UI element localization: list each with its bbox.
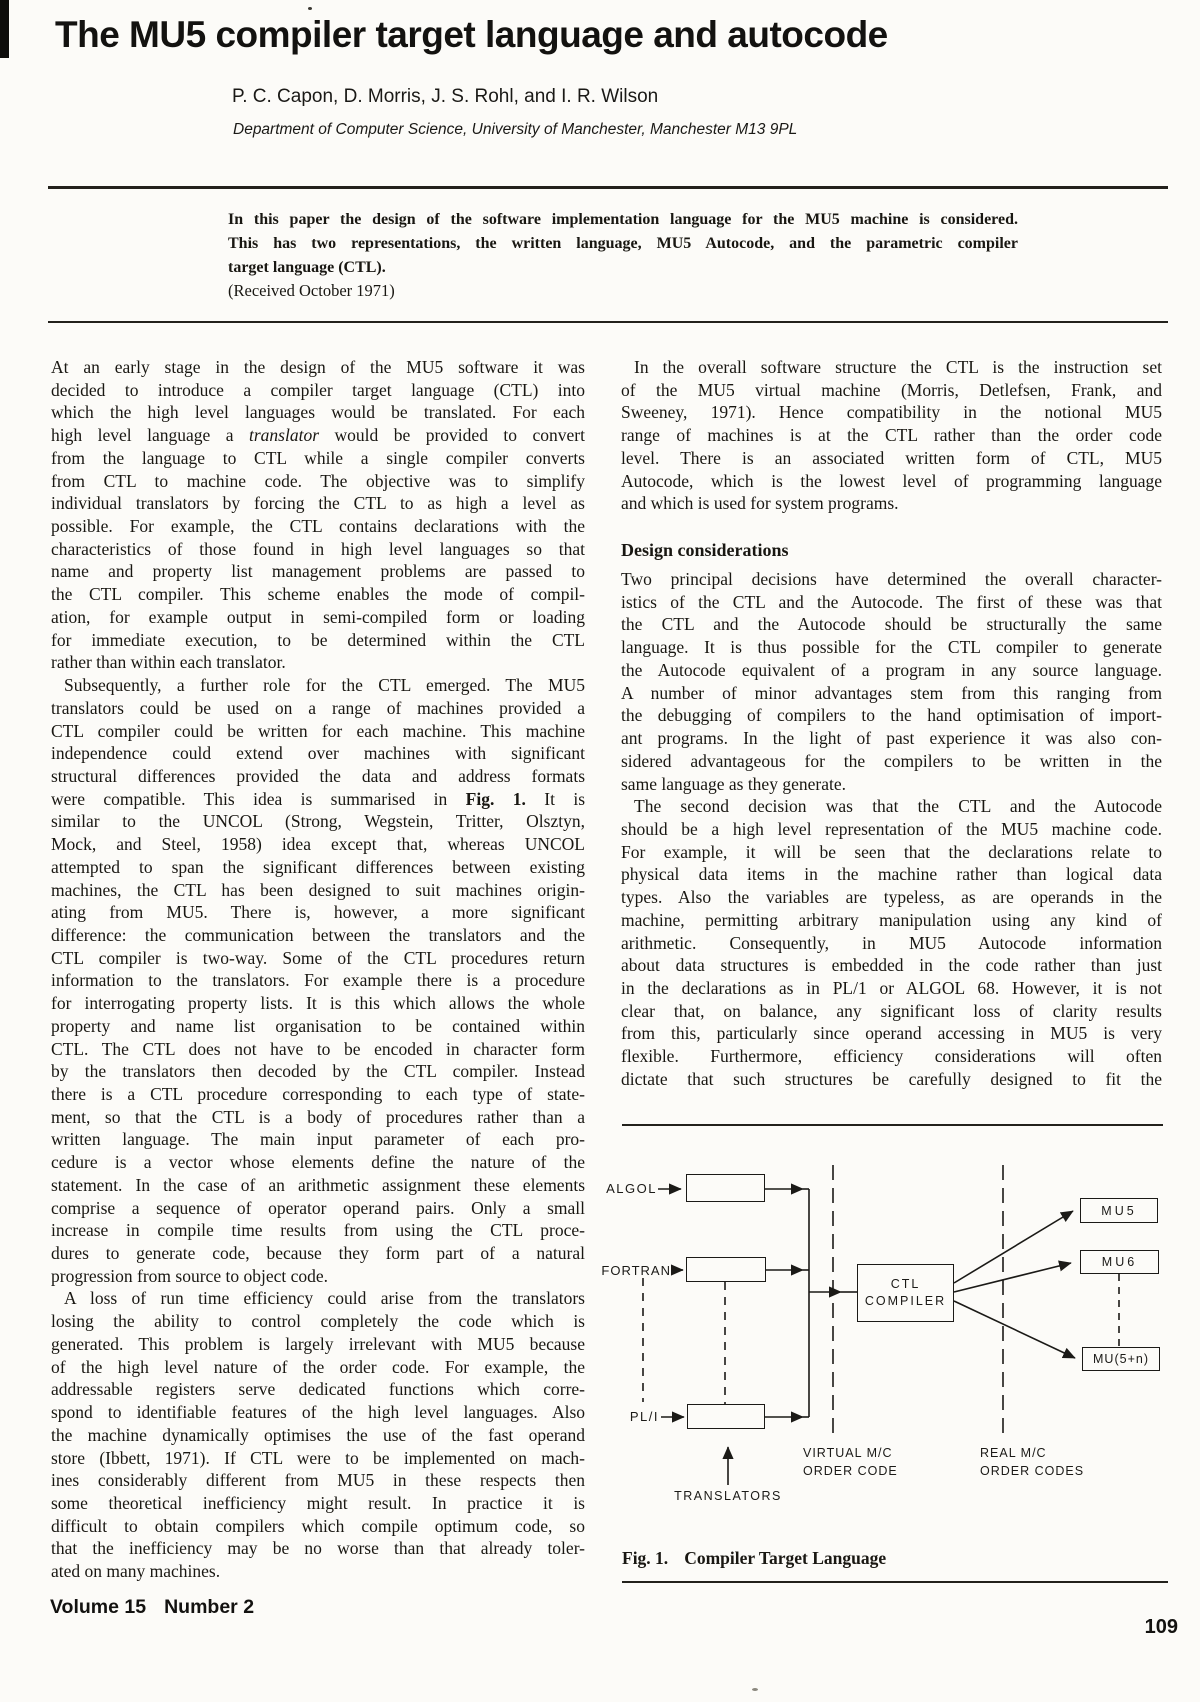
text-line: range of machines is at the CTL rather than the order code [621, 425, 1162, 446]
text-line: A number of minor advantages stem from this ranging from [621, 682, 1162, 703]
figure-label-fortran: FORTRAN [601, 1263, 671, 1278]
machine-box-mu6 [1080, 1250, 1159, 1274]
text-line: ment, so that the CTL is a body of procedures rather than a [51, 1106, 585, 1127]
text-line: should be a high level representation of the MU5 machine code. [621, 818, 1162, 839]
received-date: (Received October 1971) [228, 281, 395, 300]
translator-box-fortran [686, 1257, 766, 1282]
paper-affiliation: Department of Computer Science, University of Manchester, Manchester M13 9PL [233, 121, 798, 138]
text-line: the machine dynamically optimises the use of the fast operand [51, 1424, 585, 1445]
text-line: high level language a translator would be provided to convert [51, 425, 585, 446]
text-line: same language as they generate. [621, 773, 846, 794]
text-line: CTL compiler is two-way. Some of the CTL procedures return [51, 947, 585, 968]
virtual-order-code-line2: ORDER CODE [803, 1464, 898, 1478]
text-line: structural differences provided the data and address formats [51, 765, 585, 786]
text-line: progression from source to object code. [51, 1265, 329, 1286]
text-line: ant programs. In the light of past experience it was also con- [621, 728, 1162, 749]
machine-box-mu5 [1080, 1198, 1158, 1223]
text-line: A loss of run time efficiency could arise from the translators [64, 1288, 585, 1309]
text-line: were compatible. This idea is summarised in Fig. 1. It is [51, 788, 585, 809]
text-line: types. Also the variables are typeless, as are operands in the [621, 887, 1162, 908]
text-line: translators could be used on a range of machines provided a [51, 697, 585, 718]
text-line: by the translators then decoded by the CTL compiler. Instead [51, 1061, 585, 1082]
text-line: that the inefficiency may be no worse than that already toler- [51, 1538, 585, 1559]
abstract-divider-rule [48, 321, 1168, 323]
text-line: This has two representations, the written language, MU5 Autocode, and the parametric compiler [228, 235, 1018, 252]
section-heading: Design considerations [621, 540, 789, 561]
volume-label: Volume 15 [50, 1596, 147, 1618]
text-line: possible. For example, the CTL contains declarations with the [51, 516, 585, 537]
text-line: about data structures is embedded in the code rather than just [621, 955, 1162, 976]
text-line: decided to introduce a compiler target language (CTL) into [51, 379, 585, 400]
left-column-text [51, 356, 585, 1583]
text-line: Two principal decisions have determined the overall character- [621, 569, 1162, 590]
text-line: dures to generate code, because they form part of a natural [51, 1243, 585, 1264]
figure-caption-number: Fig. 1. [622, 1548, 669, 1568]
machine-label-mu6: MU6 [1101, 1255, 1138, 1269]
right-column-text [621, 356, 1162, 1091]
text-line: difference: the communication between the translators and the [51, 924, 585, 945]
text-line: the Autocode equivalent of a program in any source language. [621, 659, 1162, 680]
machine-label-mu5: MU5 [1101, 1203, 1137, 1218]
text-line: increase in compile time results from using the CTL proce- [51, 1220, 585, 1241]
text-line: Autocode, which is the lowest level of programming language [621, 470, 1162, 491]
scan-artifact-dot [752, 1688, 758, 1691]
footer-divider-rule [622, 1581, 1168, 1583]
text-line: ation, for example output in semi-compiled form or loading [51, 606, 585, 627]
figure-label-pli: PL/I [629, 1409, 659, 1424]
text-line: attempted to span the significant differences between existing [51, 856, 585, 877]
text-line: arithmetic. Consequently, in MU5 Autocode information [621, 932, 1162, 953]
machine-box-mu5n [1082, 1347, 1160, 1371]
text-line: difficult to obtain compilers which compile optimum code, so [51, 1515, 585, 1536]
text-line: of the MU5 virtual machine (Morris, Detlefsen, Frank, and [621, 379, 1162, 400]
ctl-compiler-box [857, 1264, 954, 1322]
text-line: ines considerably different from MU5 in these respects then [51, 1470, 585, 1491]
ctl-compiler-label-line1: CTL [890, 1277, 921, 1291]
paper-authors: P. C. Capon, D. Morris, J. S. Rohl, and I. R. Wilson [232, 86, 659, 107]
ctl-compiler-label-line2: COMPILER [864, 1294, 947, 1308]
text-line: losing the ability to control completely the code which is [51, 1311, 585, 1332]
text-line: target language (CTL). [228, 259, 386, 276]
text-line: property and name list organisation to be contained within [51, 1015, 585, 1036]
text-line: information to the translators. For example there is a procedure [51, 970, 585, 991]
text-line: flexible. Furthermore, efficiency considerations will often [621, 1046, 1162, 1067]
real-order-codes-label [980, 1444, 1084, 1480]
text-line: CTL. The CTL does not have to be encoded in character form [51, 1038, 585, 1059]
text-line: some theoretical inefficiency might result. In practice it is [51, 1492, 585, 1513]
text-line: of the high level nature of the order code. For example, the [51, 1356, 585, 1377]
text-line: level. There is an associated written form of CTL, MU5 [621, 447, 1162, 468]
right-column-body [621, 568, 1162, 1091]
issue-number-label: Number 2 [164, 1596, 255, 1618]
text-line: in the declarations as in PL/1 or ALGOL 68. However, it is not [621, 977, 1162, 998]
text-line: independence could extend over machines with significant [51, 743, 585, 764]
text-line: sidered advantageous for the compilers to be written in the [621, 750, 1162, 771]
text-line: ated on many machines. [51, 1561, 221, 1582]
text-line: individual translators by forcing the CTL to as high a level as [51, 493, 585, 514]
text-line: from the language to CTL while a single compiler converts [51, 447, 585, 468]
text-line: for interrogating property lists. It is this which allows the whole [51, 993, 585, 1014]
figure-caption-title: Compiler Target Language [684, 1548, 887, 1568]
paper-title: The MU5 compiler target language and autocode [55, 14, 888, 55]
text-line: name and property list management problems are passed to [51, 561, 585, 582]
text-line: language. It is thus possible for the CTL compiler to generate [621, 637, 1162, 658]
real-order-codes-line2: ORDER CODES [980, 1464, 1085, 1478]
text-line: For example, it will be seen that the declarations relate to [621, 841, 1162, 862]
text-line: The second decision was that the CTL and the Autocode [634, 796, 1162, 817]
journal-volume-footer [50, 1596, 254, 1619]
figure-caption [622, 1548, 886, 1569]
text-line: ating from MU5. There is, however, a more significant [51, 902, 585, 923]
text-line: statement. In the case of an arithmetic assignment these elements [51, 1174, 585, 1195]
figure-top-rule [622, 1124, 1163, 1126]
text-line: In this paper the design of the software implementation language for the MU5 machine is considered. [228, 211, 1018, 228]
text-line: store (Ibbett, 1971). If CTL were to be implemented on mach- [51, 1447, 585, 1468]
text-line: dictate that such structures be carefully designed to fit the [621, 1068, 1162, 1089]
text-line: rather than within each translator. [51, 652, 286, 673]
text-line: cedure is a vector whose elements define the nature of the [51, 1152, 585, 1173]
text-line: generated. This problem is largely irrelevant with MU5 because [51, 1333, 585, 1354]
virtual-order-code-line1: VIRTUAL M/C [803, 1446, 893, 1460]
text-line: machine, permitting arbitrary manipulation using any kind of [621, 909, 1162, 930]
abstract-text [228, 208, 1018, 280]
text-line: spond to identifiable features of the high level languages. Also [51, 1402, 585, 1423]
text-line: which the high level languages would be translated. For each [51, 402, 585, 423]
text-line: comprise a sequence of operator operand pairs. Only a small [51, 1197, 585, 1218]
text-line: similar to the UNCOL (Strong, Wegstein, Tritter, Olsztyn, [51, 811, 585, 832]
figure-label-algol: ALGOL [606, 1181, 657, 1196]
text-line: CTL compiler could be written for each machine. This machine [51, 720, 585, 741]
text-line: Mock, and Steel, 1958) idea except that, whereas UNCOL [51, 834, 585, 855]
page-number: 109 [1144, 1616, 1178, 1638]
text-line: there is a CTL procedure corresponding to each type of state- [51, 1084, 585, 1104]
text-line: machines, the CTL has been designed to suit machines origin- [51, 879, 585, 900]
text-line: from CTL to machine code. The objective was to simplify [51, 470, 585, 491]
text-line: the CTL and the Autocode should be structurally the same [621, 614, 1162, 635]
translators-label: TRANSLATORS [674, 1489, 782, 1503]
right-column-intro [621, 356, 1162, 515]
text-line: the debugging of compilers to the hand optimisation of import- [621, 705, 1162, 726]
text-line: written language. The main input parameter of each pro- [51, 1129, 585, 1150]
text-line: istics of the CTL and the Autocode. The first of these was that [621, 591, 1162, 612]
real-order-codes-line1: REAL M/C [980, 1446, 1047, 1460]
text-line: characteristics of those found in high level languages so that [51, 538, 585, 559]
text-line: clear that, on balance, any significant loss of clarity results [621, 1000, 1162, 1021]
text-line: for immediate execution, to be determined within the CTL [51, 629, 585, 650]
translator-box-algol [686, 1174, 765, 1202]
text-line: In the overall software structure the CTL is the instruction set [634, 357, 1162, 377]
header-divider-rule [48, 186, 1168, 189]
translator-box-pli [687, 1404, 765, 1429]
virtual-order-code-label [803, 1444, 898, 1480]
text-line: Subsequently, a further role for the CTL emerged. The MU5 [64, 675, 585, 696]
scan-artifact-dot [308, 7, 312, 10]
text-line: At an early stage in the design of the MU5 software it was [51, 357, 585, 377]
text-line: addressable registers serve dedicated functions which corre- [51, 1379, 585, 1400]
text-line: the CTL compiler. This scheme enables the mode of compil- [51, 584, 585, 605]
text-line: from this, particularly since operand accessing in MU5 is very [621, 1023, 1162, 1044]
text-line: physical data items in the machine rather than logical data [621, 864, 1162, 885]
scan-artifact-corner [0, 0, 9, 58]
text-line: and which is used for system programs. [621, 493, 899, 514]
text-line: Sweeney, 1971). Hence compatibility in the notional MU5 [621, 402, 1162, 423]
machine-label-mu5n: MU(5+n) [1093, 1352, 1149, 1366]
figure-1-diagram [600, 1160, 1180, 1512]
